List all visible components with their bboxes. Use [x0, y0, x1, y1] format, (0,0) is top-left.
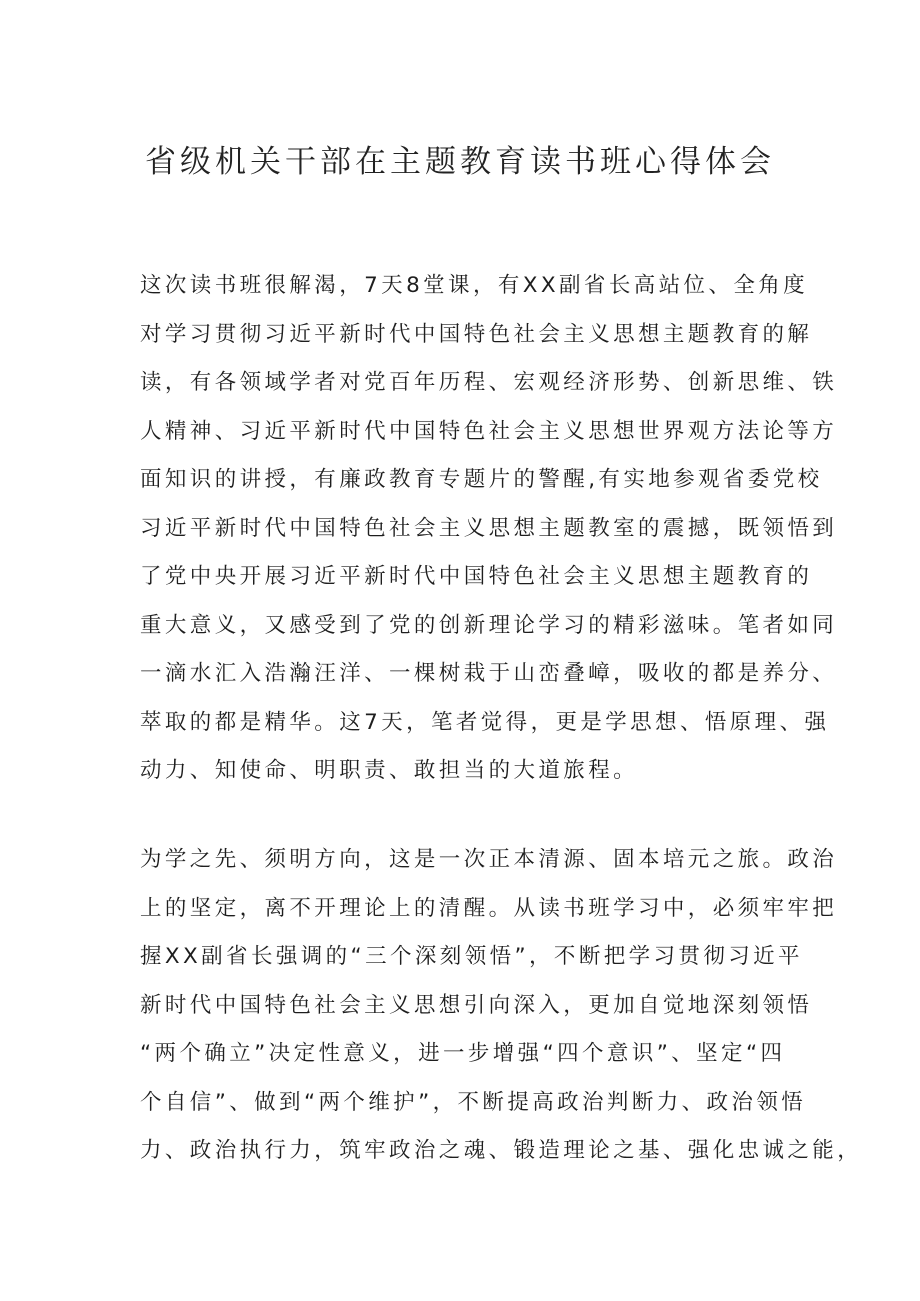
- paragraph-line: 人精神、习近平新时代中国特色社会主义思想世界观方法论等方: [140, 418, 838, 444]
- paragraph-line: 个自信”、做到“两个维护”，不断提高政治判断力、政治领悟: [140, 1089, 807, 1115]
- paragraph-line: 读，有各领域学者对党百年历程、宏观经济形势、创新思维、铁: [140, 370, 838, 395]
- paragraph-line: 重大意义，又感受到了党的创新理论学习的精彩滋味。笔者如同: [140, 612, 838, 638]
- paragraph-line: 力、政治执行力，筑牢政治之魂、锻造理论之基、强化忠诚之能，: [140, 1138, 863, 1163]
- paragraph-line: 这次读书班很解渴，7天8堂课，有XX副省长高站位、全角度: [140, 273, 809, 298]
- paragraph-line: “两个确立”决定性意义，进一步增强“四个意识”、坚定“四: [140, 1041, 786, 1066]
- paragraph-line: 新时代中国特色社会主义思想引向深入，更加自觉地深刻领悟: [140, 992, 813, 1018]
- paragraph-line: 为学之先、须明方向，这是一次正本清源、固本培元之旅。政治: [140, 847, 838, 872]
- paragraph-line: 一滴水汇入浩瀚汪洋、一棵树栽于山峦叠嶂，吸收的都是养分、: [140, 661, 838, 686]
- paragraph-2: [140, 836, 862, 1176]
- paragraph-line: 萃取的都是精华。这7天，笔者觉得，更是学思想、悟原理、强: [140, 709, 830, 735]
- paragraph-line: 了党中央开展习近平新时代中国特色社会主义思想主题教育的: [140, 564, 813, 589]
- paragraph-line: 握XX副省长强调的“三个深刻领悟”，不断把学习贯彻习近平: [140, 944, 803, 969]
- paragraph-line: 对学习贯彻习近平新时代中国特色社会主义思想主题教育的解: [140, 321, 813, 347]
- paragraph-line: 面知识的讲授，有廉政教育专题片的警醒,有实地参观省委党校: [140, 467, 823, 492]
- document-title: 省级机关干部在主题教育读书班心得体会: [145, 144, 775, 180]
- paragraph-1: [140, 262, 837, 796]
- paragraph-line: 习近平新时代中国特色社会主义思想主题教室的震撼，既领悟到: [140, 515, 838, 541]
- paragraph-line: 上的坚定，离不开理论上的清醒。从读书班学习中，必须牢牢把: [140, 895, 838, 921]
- paragraph-line: 动力、知使命、明职责、敢担当的大道旅程。: [140, 758, 639, 783]
